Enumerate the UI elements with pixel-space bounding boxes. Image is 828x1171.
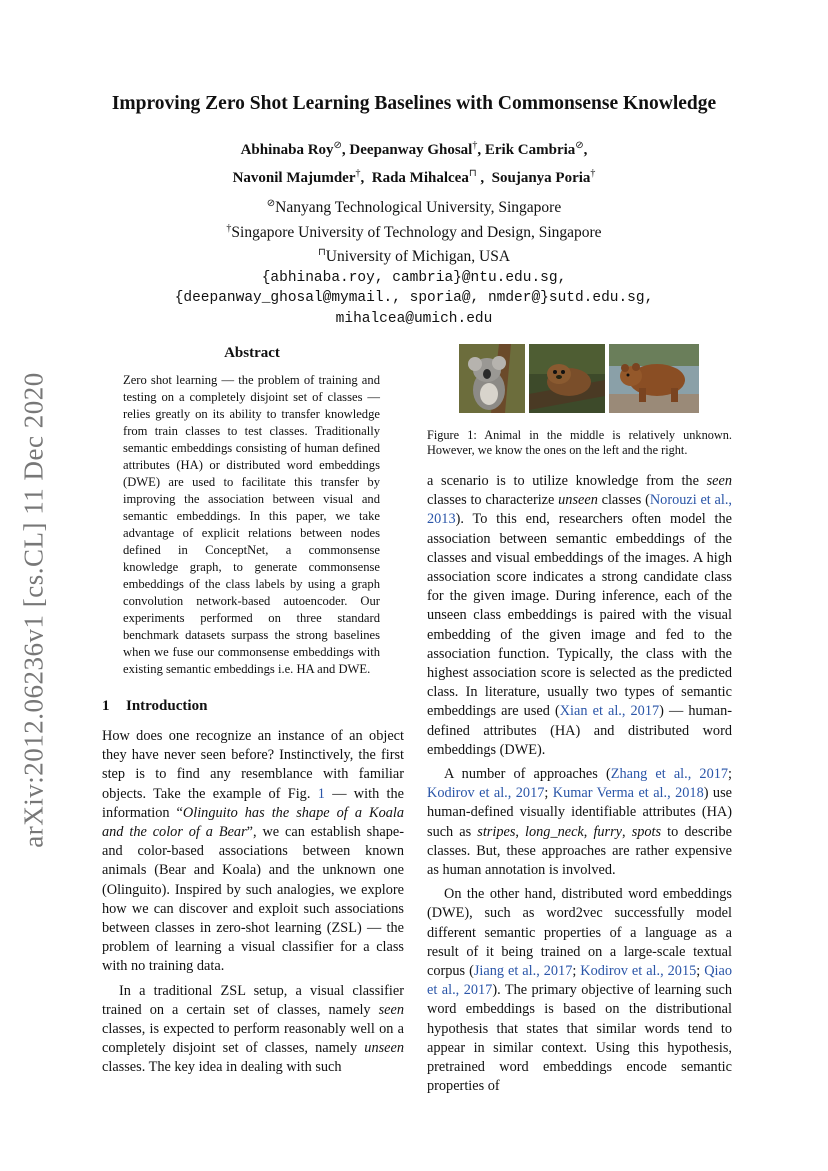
text-run: ). To this end, researchers often model the association between semantic embeddings of the classes and visual embeddings of the images. A high association score indicates a strong candidate class for the given image. During inference, each of the unseen class embeddings is paired with the visual embedding of the given image and fed to the association function. Typically, the class with the highest association score is selected as the predicted class. In literature, usually two types of semantic embeddings are used ( xyxy=(427,511,732,720)
abstract-heading: Abstract xyxy=(224,345,280,361)
author-list xyxy=(0,134,828,190)
text-run: In a traditional ZSL setup, a visual classifier trained on a certain set of classes, namely xyxy=(102,982,404,1018)
text-run: classes, is expected to perform reasonably well on a completely disjoint set of classes, namely xyxy=(102,1021,404,1057)
text-run: , xyxy=(622,823,632,840)
affil-text: Singapore University of Technology and Design, Singapore xyxy=(231,223,602,241)
text-run: ; xyxy=(572,963,581,980)
citation-link[interactable]: Zhang et al., 2017 xyxy=(610,766,729,783)
olinguito-image xyxy=(529,344,605,413)
text-run: A number of approaches ( xyxy=(444,766,611,783)
author-name: Erik Cambria xyxy=(484,142,576,158)
text-run: ) use human-defined visually identifiable attributes (HA) such as xyxy=(427,785,732,840)
text-run: to describe classes. But, these approaches are rather expensive as human annotation is involved. xyxy=(427,823,732,879)
figure-1-caption xyxy=(427,428,732,458)
left-column-body xyxy=(102,727,404,1078)
text-run: classes. The key idea in dealing with such xyxy=(102,1059,342,1076)
citation-link[interactable]: Qiao et al., 2017 xyxy=(427,963,733,999)
text-run: On the other hand, distributed word embeddings (DWE), such as word2vec successfully model different semantic properties of a language as a result of it being trained on a large-scale textual corpus ( xyxy=(427,886,732,980)
email-line: {abhinaba.roy, cambria}@ntu.edu.sg, xyxy=(261,269,567,286)
arxiv-sidebar-stamp xyxy=(14,360,54,860)
author-affil-mark: ⊘ xyxy=(575,140,584,151)
email-line: {deepanway_ghosal@mymail., sporia@, nmder@}sutd.edu.sg, xyxy=(174,290,654,307)
affil-text: University of Michigan, USA xyxy=(325,248,511,266)
text-run: ) — human-defined attributes (HA) and distributed word embeddings (DWE). xyxy=(427,703,732,758)
abstract-text: Zero shot learning — the problem of training and testing on a completely disjoint set of classes — relies greatly on its ability to transfer knowledge from train classes to test classes. Traditionally semantic embeddings consisting of human defined attributes (HA) or distributed word embeddings (DWE) are used to facilitate this transfer by improving the association between visual and semantic embeddings. In this paper, we take advantage of explicit relations between nodes defined in ConceptNet, a commonsense knowledge graph, to generate commonsense embeddings of the class labels by using a graph convolution network-based autoencoder. Our experiments performed on three standard benchmark datasets surpass the strong baselines when we fuse our commonsense embeddings with existing semantic embeddings i.e. HA and DWE. xyxy=(123,373,380,676)
author-affil-mark: † xyxy=(590,168,596,179)
affiliation-line xyxy=(0,243,828,268)
text-run: , xyxy=(583,823,594,840)
text-run: How does one recognize an instance of an object they have never seen before? Instinctively, the first step is to find any resemblance with familiar objects. Take the example of Fig. xyxy=(102,728,404,802)
author-affil-mark: † xyxy=(355,168,361,179)
author-affil-mark: † xyxy=(472,140,478,151)
affil-text: Nanyang Technological University, Singapore xyxy=(275,199,562,217)
italic-quote: Olinguito has the shape of a Koala and the color of a Bear xyxy=(102,804,404,841)
italic-term: unseen xyxy=(364,1040,404,1057)
arxiv-identifier: arXiv:2012.06236v1 [cs.CL] 11 Dec 2020 xyxy=(18,372,49,848)
affiliation-line xyxy=(0,219,828,244)
author-line-1: Abhinaba Roy⊘, Deepanway Ghosal†, Erik Cambria⊘, xyxy=(240,140,588,158)
citation-link[interactable]: Kodirov et al., 2017 xyxy=(427,785,545,802)
citation-link[interactable]: Xian et al., 2017 xyxy=(559,703,660,720)
author-name: Navonil Majumder xyxy=(232,170,356,186)
author-affil-mark: ⊘ xyxy=(333,140,342,151)
italic-term: stripes xyxy=(477,823,516,840)
paragraph xyxy=(427,885,732,1096)
koala-image xyxy=(459,344,525,413)
paper-title: Improving Zero Shot Learning Baselines with Commonsense Knowledge xyxy=(111,93,717,114)
affil-mark: ⊓ xyxy=(317,247,326,259)
text-run: ; xyxy=(696,963,705,980)
author-name: Abhinaba Roy xyxy=(240,142,334,158)
paragraph xyxy=(427,765,732,880)
text-run: ; xyxy=(728,766,733,783)
right-column-body xyxy=(427,472,732,1097)
text-run: ). The primary objective of learning such word embeddings is based on the distributional hypothesis that states that similar words tend to appear in similar context. Using this hypothesis, pretrained word embeddings encode semantic properties of xyxy=(427,982,732,1095)
text-run: — with the information “ xyxy=(102,785,404,821)
text-run: classes to characterize xyxy=(427,492,559,509)
section-heading-introduction xyxy=(102,698,207,715)
author-line-2: Navonil Majumder†, Rada Mihalcea⊓ , Soujanya Poria† xyxy=(232,168,596,186)
affil-mark: ⊘ xyxy=(266,198,276,209)
text-run: , xyxy=(515,823,526,840)
citation-link[interactable]: Kumar Verma et al., 2018 xyxy=(552,785,704,802)
author-name: Rada Mihalcea xyxy=(371,170,469,186)
section-title: Introduction xyxy=(126,698,208,714)
text-run: classes ( xyxy=(597,492,650,509)
text-run: ”, we can establish shape- and color-based associations between known animals (Bear and Koala) and the unknown one (Olinguito). Inspired by such analogies, we explore how we can discover and exploit such associations between classes in zero-shot learning (ZSL) — the problem of learning a visual classifier for a class with no training data. xyxy=(102,824,404,975)
text-run: a scenario is to utilize knowledge from the xyxy=(427,473,707,489)
italic-term: seen xyxy=(378,1001,404,1018)
affiliation-block xyxy=(0,194,828,329)
citation-link[interactable]: Jiang et al., 2017 xyxy=(473,963,573,980)
bear-image xyxy=(609,344,699,413)
paragraph xyxy=(427,472,732,760)
italic-term: furry xyxy=(593,823,623,840)
affiliation-line xyxy=(0,194,828,219)
italic-term: seen xyxy=(706,473,732,489)
text-run: ; xyxy=(544,785,553,802)
affil-mark: † xyxy=(226,222,232,234)
section-number: 1 xyxy=(102,698,110,714)
citation-link[interactable]: Norouzi et al., 2013 xyxy=(427,492,732,528)
caption-label: Figure 1: xyxy=(427,428,477,442)
author-name: Soujanya Poria xyxy=(491,170,591,186)
caption-text: Animal in the middle is relatively unknown. However, we know the ones on the left and the right. xyxy=(427,428,732,457)
author-name: Deepanway Ghosal xyxy=(349,142,473,158)
email-line: mihalcea@umich.edu xyxy=(335,310,493,327)
figure-reference-link[interactable]: 1 xyxy=(317,785,325,802)
italic-term: long_neck xyxy=(525,823,584,840)
author-affil-mark: ⊓ xyxy=(468,168,477,179)
paragraph xyxy=(102,982,404,1078)
italic-term: spots xyxy=(631,823,662,840)
figure-1-images xyxy=(459,344,699,413)
citation-link[interactable]: Kodirov et al., 2015 xyxy=(580,963,697,980)
italic-term: unseen xyxy=(558,492,598,509)
paragraph xyxy=(102,727,404,977)
